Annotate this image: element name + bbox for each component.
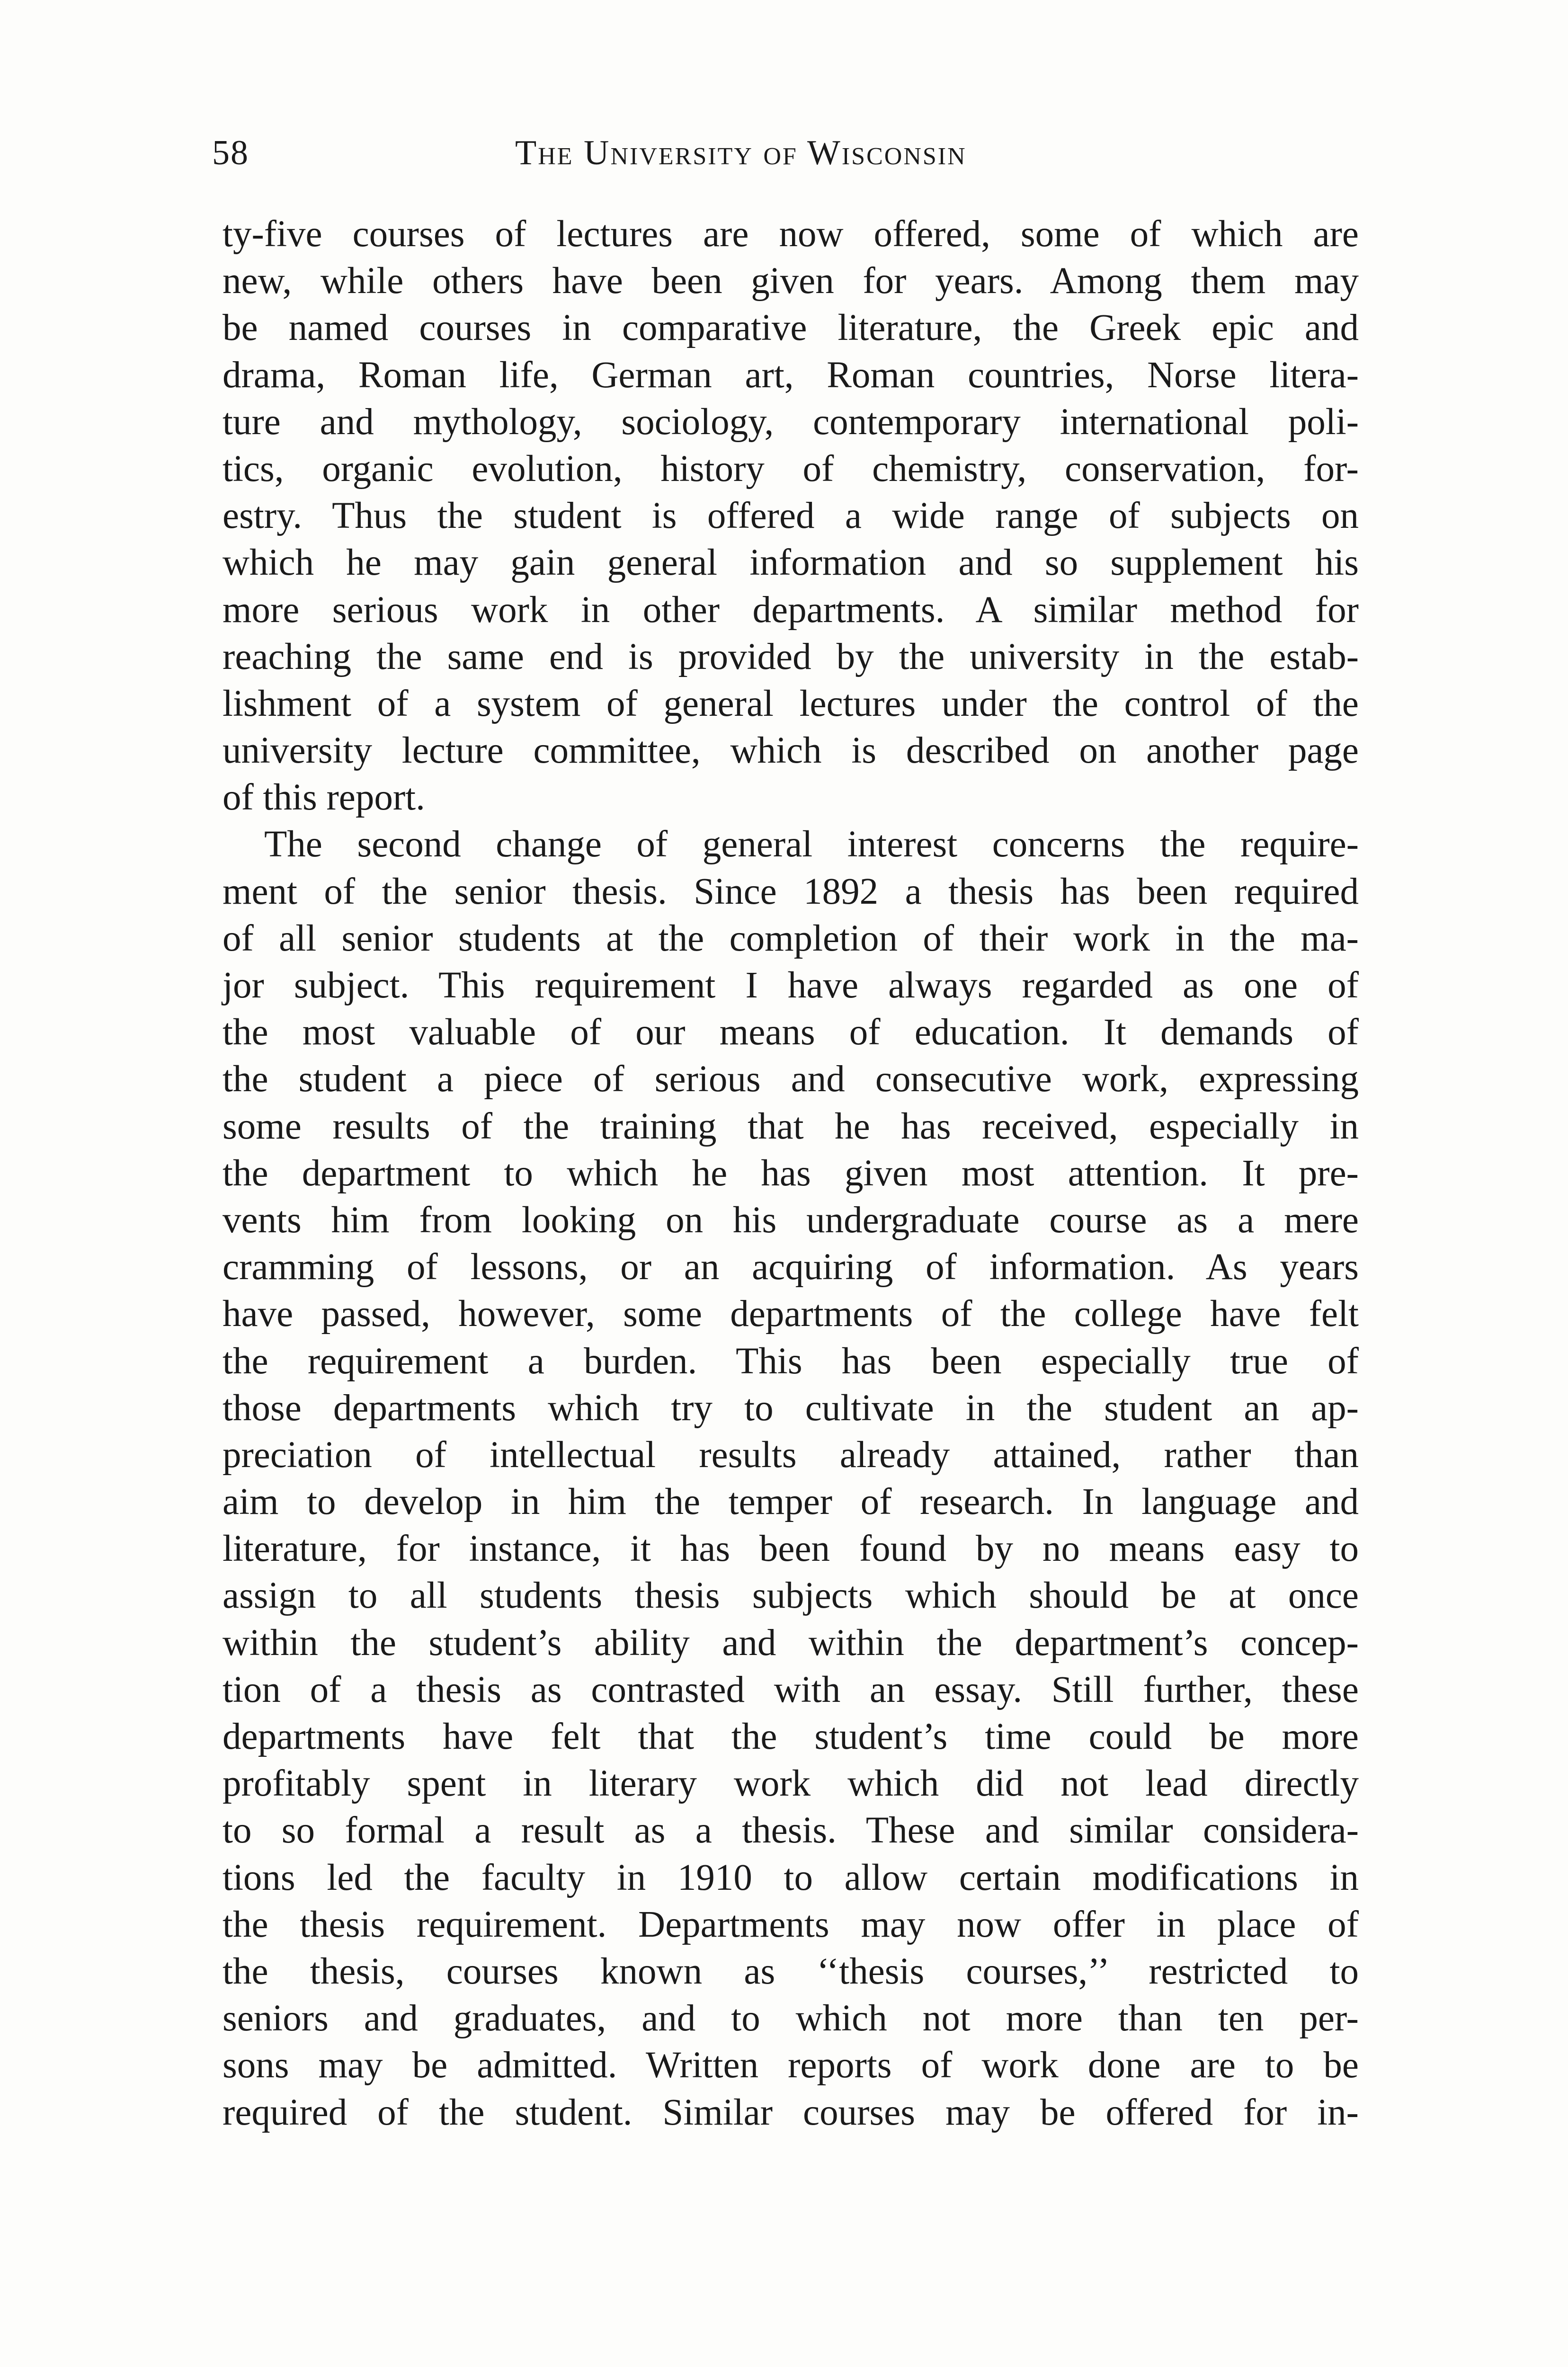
- text-line: within the student’s ability and within the department’s concep-: [223, 1622, 1359, 1664]
- text-line: preciation of intellectual results already attained, rather than: [223, 1434, 1359, 1476]
- paragraph: [223, 821, 1359, 2136]
- text-line: aim to develop in him the temper of research. In language and: [223, 1481, 1359, 1523]
- text-line: those departments which try to cultivate in the student an ap-: [223, 1387, 1359, 1429]
- text-line: the thesis, courses known as ‘‘thesis courses,’’ restricted to: [223, 1950, 1359, 1992]
- text-line: The second change of general interest concerns the require-: [264, 824, 1359, 865]
- text-line: the most valuable of our means of education. It demands of: [223, 1012, 1359, 1053]
- text-line: some results of the training that he has received, especially in: [223, 1105, 1359, 1147]
- running-head: The University of Wisconsin: [515, 133, 967, 172]
- text-line: assign to all students thesis subjects which should be at once: [223, 1575, 1359, 1617]
- text-line: literature, for instance, it has been found by no means easy to: [223, 1528, 1359, 1570]
- text-line: drama, Roman life, German art, Roman countries, Norse litera-: [223, 354, 1359, 396]
- text-line: profitably spent in literary work which did not lead directly: [223, 1763, 1359, 1805]
- text-line: tics, organic evolution, history of chemistry, conservation, for-: [223, 448, 1359, 489]
- paragraph: [223, 211, 1359, 821]
- text-line: jor subject. This requirement I have always regarded as one of: [223, 965, 1359, 1006]
- text-line: required of the student. Similar courses may be offered for in-: [223, 2091, 1359, 2133]
- text-line: tions led the faculty in 1910 to allow certain modifications in: [223, 1857, 1359, 1898]
- text-line: ty-five courses of lectures are now offered, some of which are: [223, 214, 1359, 255]
- text-line: sons may be admitted. Written reports of work done are to be: [223, 2045, 1359, 2086]
- text-line: vents him from looking on his undergraduate course as a mere: [223, 1199, 1359, 1241]
- text-line: departments have felt that the student’s time could be more: [223, 1716, 1359, 1757]
- text-line: of this report.: [223, 777, 425, 819]
- text-line: which he may gain general information and so supplement his: [223, 542, 1359, 584]
- text-line: the thesis requirement. Departments may now offer in place of: [223, 1904, 1359, 1945]
- text-line: to so formal a result as a thesis. These and similar considera-: [223, 1810, 1359, 1851]
- page-number: 58: [212, 133, 249, 172]
- text-line: tion of a thesis as contrasted with an essay. Still further, these: [223, 1669, 1359, 1710]
- text-line: ment of the senior thesis. Since 1892 a thesis has been required: [223, 871, 1359, 912]
- text-line: cramming of lessons, or an acquiring of information. As years: [223, 1246, 1359, 1288]
- text-line: estry. Thus the student is offered a wide range of subjects on: [223, 495, 1359, 537]
- text-line: reaching the same end is provided by the university in the estab-: [223, 636, 1359, 677]
- text-line: of all senior students at the completion of their work in the ma-: [223, 917, 1359, 959]
- text-line: seniors and graduates, and to which not more than ten per-: [223, 1998, 1359, 2039]
- text-line: university lecture committee, which is described on another page: [223, 730, 1359, 772]
- text-line: the student a piece of serious and consecutive work, expressing: [223, 1059, 1359, 1100]
- text-line: new, while others have been given for years. Among them may: [223, 260, 1359, 302]
- text-line: have passed, however, some departments of the college have felt: [223, 1293, 1359, 1335]
- page-header: [0, 127, 1568, 179]
- text-line: the department to which he has given most attention. It pre-: [223, 1152, 1359, 1194]
- body-text: [223, 211, 1359, 2136]
- text-line: more serious work in other departments. A similar method for: [223, 589, 1359, 631]
- text-line: ture and mythology, sociology, contemporary international poli-: [223, 401, 1359, 443]
- text-line: the requirement a burden. This has been especially true of: [223, 1340, 1359, 1382]
- text-line: be named courses in comparative literature, the Greek epic and: [223, 307, 1359, 349]
- text-line: lishment of a system of general lectures under the control of the: [223, 683, 1359, 724]
